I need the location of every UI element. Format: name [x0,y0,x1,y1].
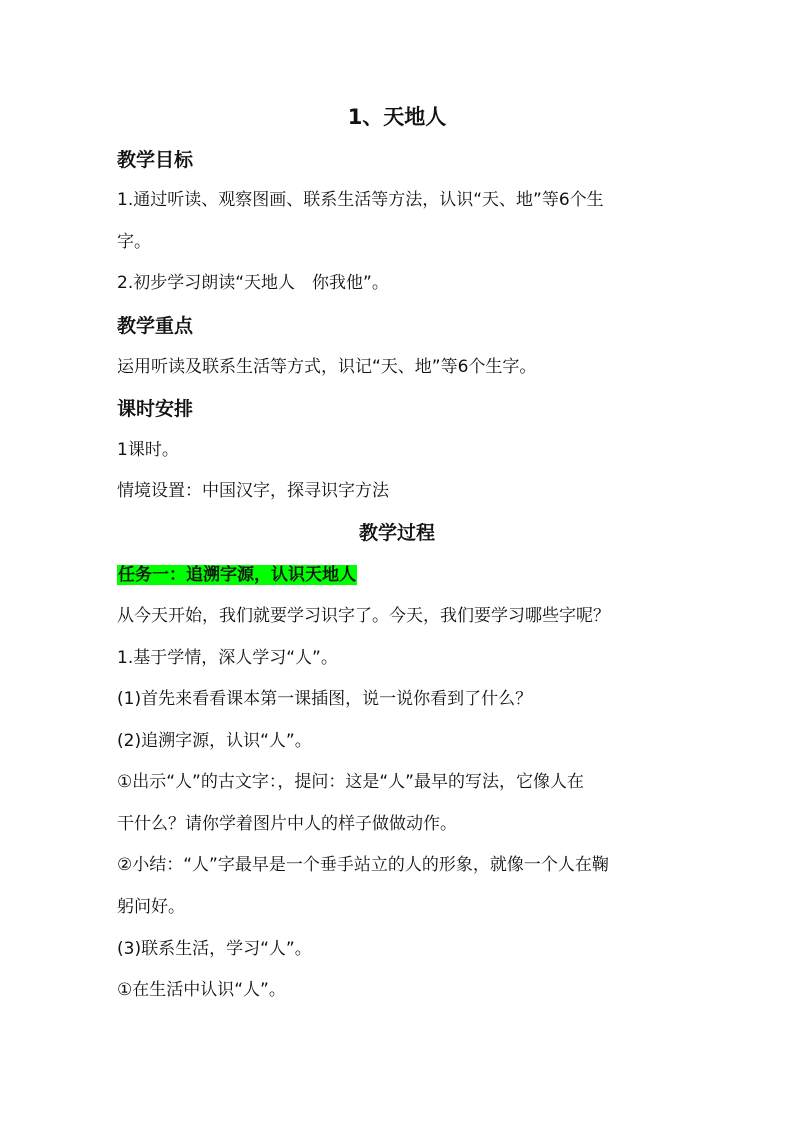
focus-heading: 教学重点 [117,315,194,337]
objective-2: 2.初步学习朗读“天地人 你我他”。 [117,273,389,293]
step-1-3: (3)联系生活，学习“人”。 [117,939,312,959]
context-text: 情境设置：中国汉字，探寻识字方法 [117,481,389,501]
schedule-text: 1课时。 [117,440,179,460]
objective-1-line-1: 1.通过听读、观察图画、联系生活等方法，认识“天、地”等6个生 [117,190,604,210]
objective-1-line-2: 字。 [117,232,151,252]
page-title: 1、天地人 [347,105,447,129]
task-1-highlight: 任务一：追溯字源，认识天地人 [118,565,356,585]
process-heading: 教学过程 [358,522,435,544]
step-1-2-a-line-2: 干什么？请你学着图片中人的样子做做动作。 [117,814,457,834]
schedule-heading: 课时安排 [117,398,194,420]
step-1-3-a: ①在生活中认识“人”。 [117,980,286,1000]
step-1-1: (1)首先来看看课本第一课插图，说一说你看到了什么？ [117,689,533,709]
step-1-2: (2)追溯字源，认识“人”。 [117,731,312,751]
step-1-2-b-line-1: ②小结：“人”字最早是一个垂手站立的人的形象，就像一个人在鞠 [117,855,609,875]
step-1-2-a-line-1: ①出示“人”的古文字：，提问：这是“人”最早的写法，它像人在 [117,772,584,792]
intro-text: 从今天开始，我们就要学习识字了。今天，我们要学习哪些字呢？ [117,606,610,626]
step-1-2-b-line-2: 躬问好。 [117,897,185,917]
task-1-line [117,563,357,587]
objectives-heading: 教学目标 [117,149,194,171]
focus-text: 运用听读及联系生活等方式，识记“天、地”等6个生字。 [117,357,537,377]
step-1: 1.基于学情，深人学习“人”。 [117,648,338,668]
